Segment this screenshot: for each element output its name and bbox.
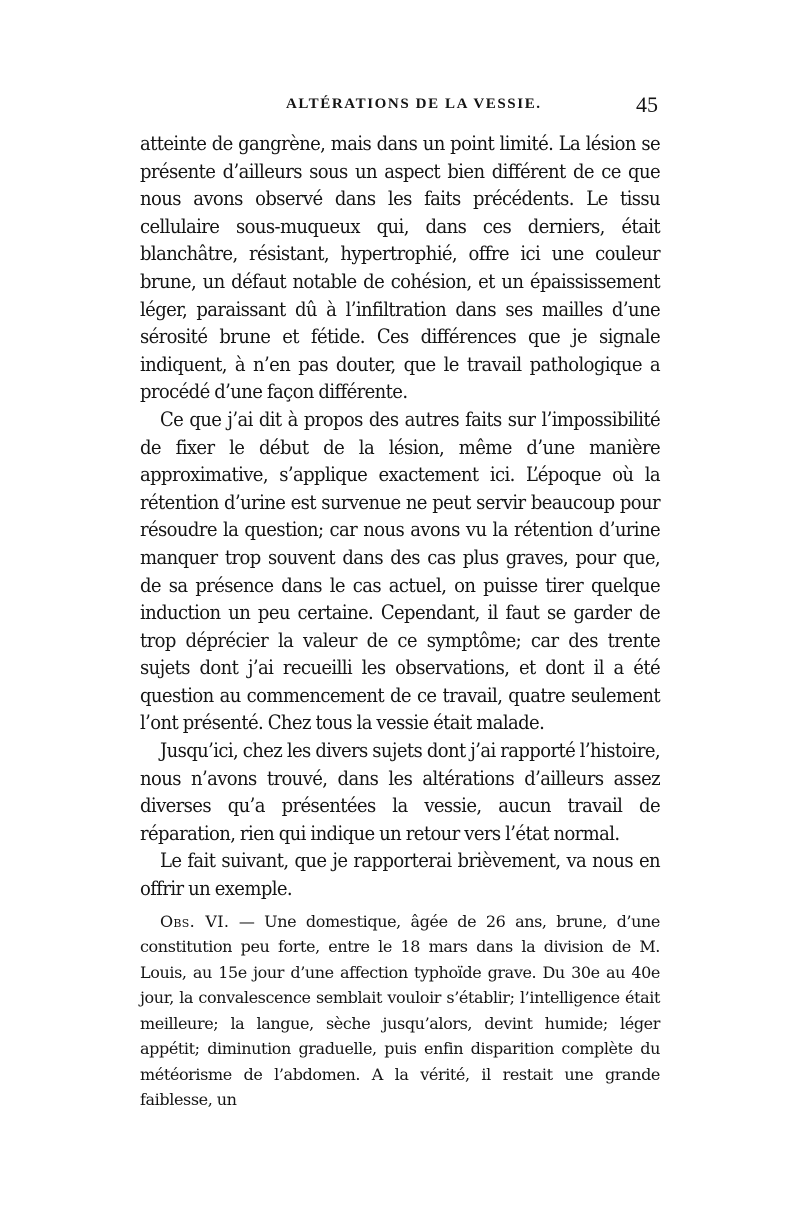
page-number: 45: [636, 92, 658, 117]
running-head: ALTÉRATIONS DE LA VESSIE.: [286, 96, 542, 112]
observation-block: [140, 909, 660, 1113]
paragraph-2: Ce que j’ai dit à propos des autres faits sur l’impossibilité de fixer le début de la lésion, même d’une manière approximative, s’applique exactement ici. L’époque où la rétention d’urine est survenue ne peut servir beaucoup pour résoudre la question; car nous avons vu la rétention d’urine manquer trop souvent dans des cas plus graves, pour que, de sa présence dans le cas actuel, on puisse tirer quelque induction un peu certaine. Cependant, il faut se garder de trop déprécier la valeur de ce symptôme; car des trente sujets dont j’ai recueilli les observations, et dont il a été question au commencement de ce travail, quatre seulement l’ont présenté. Chez tous la vessie était malade.: [140, 406, 660, 735]
observation-paragraph: [140, 909, 660, 1113]
body-text: [140, 130, 660, 1113]
observation-text: — Une domestique, âgée de 26 ans, brune, d’une constitution peu forte, entre le 18 mars dans la division de M. Louis, au 15e jour d’une affection typhoïde grave. Du 30e au 40e jour, la convalescence semblait vouloir s’établir; l’intelligence était meilleure; la langue, sèche jusqu’alors, devint humide; léger appétit; diminution graduelle, puis enfin disparition complète du météorisme de l’abdomen. A la vérité, il restait une grande faiblesse, un: [140, 911, 660, 1110]
paragraph-3: Jusqu’ici, chez les divers sujets dont j’ai rapporté l’histoire, nous n’avons trouvé, dans les altérations d’ailleurs assez diverses qu’a présentées la vessie, aucun travail de réparation, rien qui indique un retour vers l’état normal.: [140, 738, 660, 845]
paragraph-4: Le fait suivant, que je rapporterai brièvement, va nous en offrir un exemple.: [140, 848, 660, 901]
page-header: [140, 92, 660, 126]
paragraph-1: atteinte de gangrène, mais dans un point limité. La lésion se présente d’ailleurs sous un aspect bien différent de ce que nous avons observé dans les faits précédents. Le tissu cellulaire sous-muqueux qui, dans ces derniers, était blanchâtre, résistant, hypertrophié, offre ici une couleur brune, un défaut notable de cohésion, et un épaississement léger, paraissant dû à l’infiltration dans ses mailles d’une sérosité brune et fétide. Ces différences que je signale indiquent, à n’en pas douter, que le travail pathologique a procédé d’une façon différente.: [140, 131, 660, 404]
observation-label: Obs. VI.: [160, 911, 230, 931]
